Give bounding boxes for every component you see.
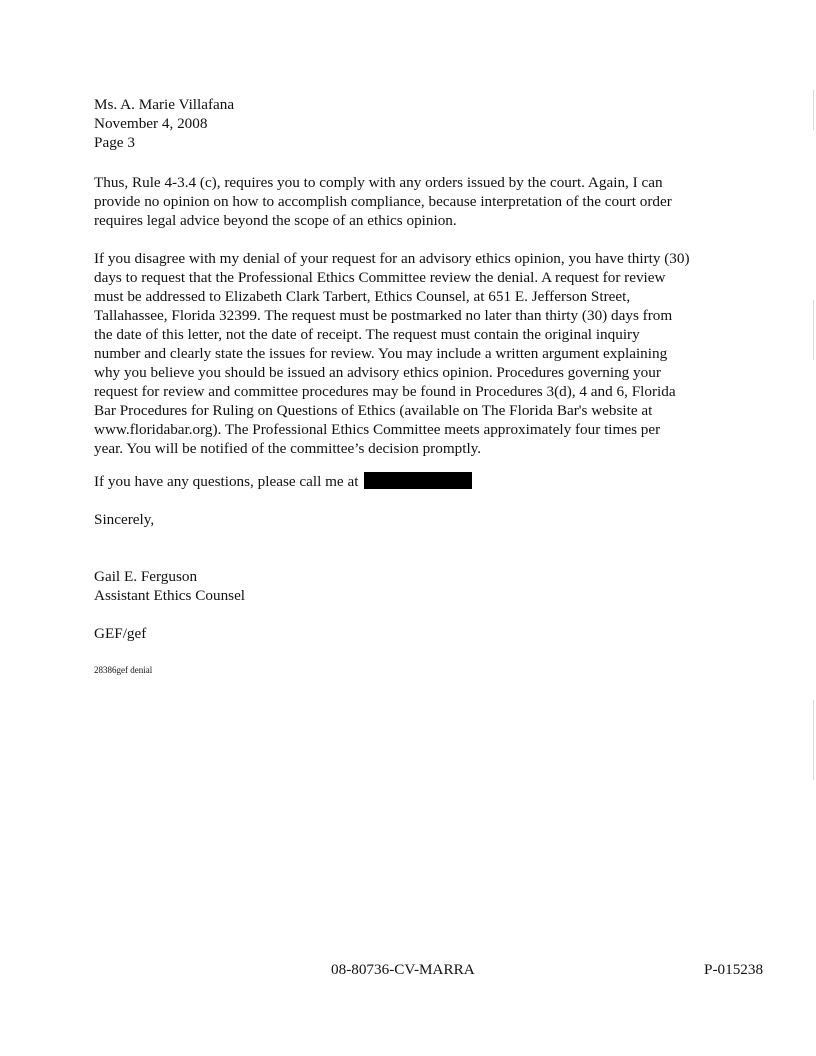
paragraph-line: request for review and committee procedures may be found in Procedures 3(d), 4 and 6, Florida: [94, 383, 676, 400]
typist-initials: [94, 624, 734, 643]
paragraph-line: Tallahassee, Florida 32399. The request must be postmarked no later than thirty (30) days from: [94, 307, 673, 324]
paragraph-line: the date of this letter, not the date of receipt. The request must contain the original inquiry: [94, 326, 640, 343]
scan-edge-mark: [813, 700, 814, 780]
signer-name: Gail E. Ferguson: [94, 568, 198, 585]
contact-line: [94, 472, 734, 491]
paragraph-line: year. You will be notified of the committee’s decision promptly.: [94, 440, 482, 457]
scan-edge-mark: [813, 300, 814, 360]
paragraph-line: www.floridabar.org). The Professional Ethics Committee meets approximately four times per: [94, 421, 661, 438]
letter-date: November 4, 2008: [94, 115, 208, 132]
bates-number: P-015238: [704, 961, 764, 978]
redacted-phone-number: [364, 472, 472, 489]
paragraph-line: why you believe you should be issued an advisory ethics opinion. Procedures governing your: [94, 364, 661, 381]
letter-header: [94, 95, 734, 152]
paragraph-line: Thus, Rule 4-3.4 (c), requires you to comply with any orders issued by the court. Again, I can: [94, 174, 663, 191]
paragraph-line: requires legal advice beyond the scope of an ethics opinion.: [94, 212, 457, 229]
page-number: Page 3: [94, 134, 135, 151]
initials-text: GEF/gef: [94, 625, 147, 642]
paragraph-compliance: [94, 173, 734, 230]
paragraph-line: number and clearly state the issues for review. You may include a written argument explaining: [94, 345, 668, 362]
case-number: 08-80736-CV-MARRA: [331, 961, 475, 978]
closing-salutation: [94, 510, 734, 529]
paragraph-line: If you disagree with my denial of your request for an advisory ethics opinion, you have thirty (30): [94, 250, 690, 267]
signer-title: Assistant Ethics Counsel: [94, 587, 246, 604]
paragraph-line: days to request that the Professional Ethics Committee review the denial. A request for review: [94, 269, 666, 286]
paragraph-line: provide no opinion on how to accomplish compliance, because interpretation of the court order: [94, 193, 672, 210]
contact-text: If you have any questions, please call me at: [94, 473, 359, 490]
file-reference: 28386gef denial: [94, 665, 153, 675]
paragraph-contact: [94, 472, 734, 491]
scan-edge-mark: [813, 90, 814, 130]
paragraph-review-procedure: [94, 249, 734, 458]
recipient-name: Ms. A. Marie Villafana: [94, 96, 235, 113]
paragraph-line: must be addressed to Elizabeth Clark Tarbert, Ethics Counsel, at 651 E. Jefferson Street,: [94, 288, 631, 305]
salutation: Sincerely,: [94, 511, 155, 528]
paragraph-line: Bar Procedures for Ruling on Questions of Ethics (available on The Florida Bar's website at: [94, 402, 653, 419]
signature-block: [94, 567, 734, 605]
